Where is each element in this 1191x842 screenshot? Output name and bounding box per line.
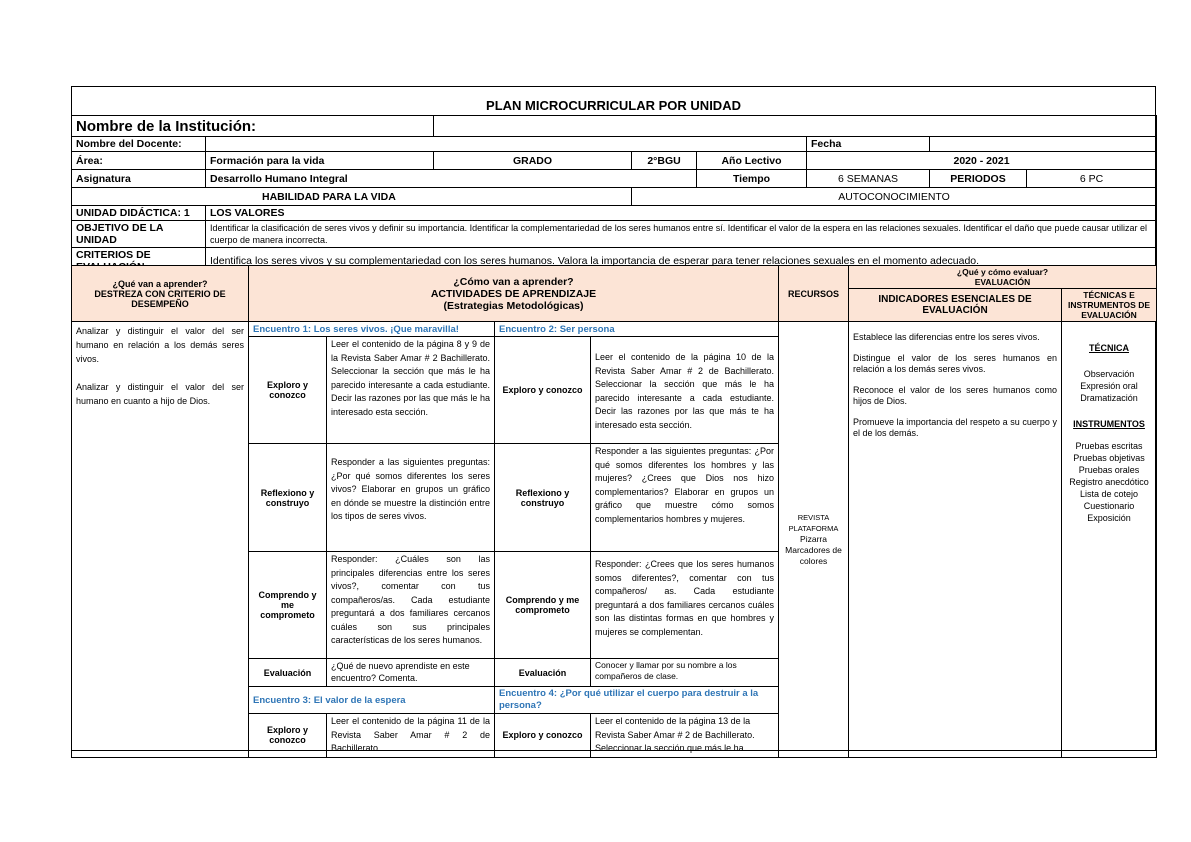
phase-reflexiono: Reflexiono y construyo: [249, 444, 327, 552]
habilidad-value: AUTOCONOCIMIENTO: [632, 188, 1157, 206]
unidad-label: UNIDAD DIDÁCTICA: 1: [72, 206, 206, 221]
docente-label: Nombre del Docente:: [72, 137, 206, 152]
actividades-header: ¿Cómo van a aprender? ACTIVIDADES DE APRENDIZAJE (Estrategias Metodológicas): [249, 266, 779, 322]
fecha-field[interactable]: [930, 137, 1157, 152]
phase-explora: Exploro y conozco: [249, 337, 327, 444]
phase-comprendo: Comprendo y me comprometo: [495, 552, 591, 659]
habilidad-label: HABILIDAD PARA LA VIDA: [72, 188, 632, 206]
document-title: PLAN MICROCURRICULAR POR UNIDAD: [486, 98, 741, 113]
criterios-label: CRITERIOS DE EVALUACIÓN: [72, 248, 206, 275]
destreza-cell: Analizar y distinguir el valor del ser humano en relación a los demás seres vivos. Analizar y distinguir el valor del ser humano en cuanto a hijo de Dios.: [72, 322, 249, 758]
instrumento-item: Exposición: [1087, 513, 1131, 523]
encuentro-1-title: Encuentro 1: Los seres vivos. ¡Que maravilla!: [249, 322, 495, 337]
unidad-value: LOS VALORES: [206, 206, 1157, 221]
phase-explora: Exploro y conozco: [495, 714, 591, 758]
e2-evaluacion: Conocer y llamar por su nombre a los compañeros de clase.: [591, 659, 779, 687]
destreza-header: ¿Qué van a aprender? DESTREZA CON CRITERIO DE DESEMPEÑO: [72, 266, 249, 322]
instrumento-item: Lista de cotejo: [1079, 489, 1139, 499]
instrumento-item: Pruebas escritas: [1075, 441, 1143, 451]
e2-reflexiono: Responder a las siguientes preguntas: ¿Por qué somos diferentes los hombres y las mujeres? ¿Crees que Dios nos hizo complementarios? Elaborar en grupos un gráfico que muestre cómo somos complementarios hombres y mujeres.: [591, 444, 779, 552]
header-table: [71, 115, 1157, 275]
periodos-label: PERIODOS: [930, 170, 1027, 188]
tecnica-item: Dramatización: [1080, 393, 1138, 403]
anio-value: 2020 - 2021: [807, 152, 1157, 170]
institucion-label: Nombre de la Institución:: [72, 116, 434, 137]
tiempo-value: 6 SEMANAS: [807, 170, 930, 188]
encuentro-2-title: Encuentro 2: Ser persona: [495, 322, 779, 337]
indicadores-header: INDICADORES ESENCIALES DE EVALUACIÓN: [849, 289, 1062, 322]
instrumentos-title: INSTRUMENTOS: [1073, 419, 1145, 429]
e2-comprendo: Responder: ¿Crees que los seres humanos somos diferentes?, comentar con tus compañeros/ as. Cada estudiante preguntará a dos familiares cercanos cuáles son las distintas formas en que hombres y mujeres se complementan.: [591, 552, 779, 659]
tecnicas-cell: [1062, 322, 1157, 758]
evaluacion-header: ¿Qué y cómo evaluar? EVALUACIÓN: [849, 266, 1157, 289]
institucion-field[interactable]: [434, 116, 1157, 137]
e3-explora: Leer el contenido de la página 11 de la Revista Saber Amar # 2 de Bachillerato.: [327, 714, 495, 758]
docente-field[interactable]: [206, 137, 807, 152]
recursos-cell: REVISTA PLATAFORMA Pizarra Marcadores de colores: [779, 322, 849, 758]
periodos-value: 6 PC: [1027, 170, 1157, 188]
asignatura-label: Asignatura: [72, 170, 206, 188]
encuentro-4-title: Encuentro 4: ¿Por qué utilizar el cuerpo para destruir a la persona?: [495, 687, 779, 714]
instrumento-item: Registro anecdótico: [1069, 477, 1149, 487]
instrumento-item: Pruebas orales: [1078, 465, 1140, 475]
tiempo-label: Tiempo: [697, 170, 807, 188]
tecnicas-header: TÉCNICAS E INSTRUMENTOS DE EVALUACIÓN: [1062, 289, 1157, 322]
instrumento-item: Pruebas objetivas: [1073, 453, 1145, 463]
phase-comprendo: Comprendo y me comprometo: [249, 552, 327, 659]
tecnica-item: Observación: [1083, 369, 1135, 379]
objetivo-label: OBJETIVO DE LA UNIDAD: [72, 221, 206, 248]
plan-table: [71, 265, 1157, 758]
phase-reflexiono: Reflexiono y construyo: [495, 444, 591, 552]
e1-comprendo: Responder: ¿Cuáles son las principales diferencias entre los seres vivos?, comentar con tus compañeros/as. Cada estudiante preguntará a dos familiares cercanos cuáles son sus principales características de los seres humanos.: [327, 552, 495, 659]
tecnica-item: Expresión oral: [1080, 381, 1138, 391]
grado-value: 2°BGU: [632, 152, 697, 170]
e2-explora: Leer el contenido de la página 10 de la Revista Saber Amar # 2 de Bachillerato. Seleccionar la sección que más le ha parecido interesante a cada estudiante. Decir las razones por las que más te ha interesado esta sección.: [591, 337, 779, 444]
e4-explora: Leer el contenido de la página 13 de la Revista Saber Amar # 2 de Bachillerato. Seleccionar la sección que más le ha: [591, 714, 779, 758]
phase-evaluacion: Evaluación: [495, 659, 591, 687]
e1-reflexiono: Responder a las siguientes preguntas: ¿Por qué somos diferentes los seres vivos? Elaborar en grupos un gráfico en dónde se muestre la distinción entre los tipos de seres vivos.: [327, 444, 495, 552]
instrumento-item: Cuestionario: [1083, 501, 1135, 511]
fecha-label: Fecha: [807, 137, 930, 152]
recursos-header: RECURSOS: [779, 266, 849, 322]
asignatura-value: Desarrollo Humano Integral: [206, 170, 697, 188]
anio-label: Año Lectivo: [697, 152, 807, 170]
indicadores-cell: Establece las diferencias entre los seres vivos. Distingue el valor de los seres humanos en relación a los demás seres vivos. Reconoce el valor de los seres humanos como hijos de Dios. Promueve la importancia del respeto a su cuerpo y el de los demás.: [849, 322, 1062, 758]
phase-explora: Exploro y conozco: [495, 337, 591, 444]
encuentro-3-title: Encuentro 3: El valor de la espera: [249, 687, 495, 714]
document-page: [71, 86, 1156, 751]
criterios-value: Identifica los seres vivos y su complementariedad con los seres humanos. Valora la importancia de esperar para tener relaciones sexuales en el momento adecuado.: [206, 248, 1157, 275]
objetivo-value: Identificar la clasificación de seres vivos y definir su importancia. Identificar la complementariedad de los seres humanos entre sí. Identificar el valor de la espera en las relaciones sexuales. Identificar el daño que puede causar utilizar el cuerpo de manera incorrecta.: [206, 221, 1157, 248]
phase-evaluacion: Evaluación: [249, 659, 327, 687]
e1-evaluacion: ¿Qué de nuevo aprendiste en este encuentro? Comenta.: [327, 659, 495, 687]
grado-label: GRADO: [434, 152, 632, 170]
tecnica-title: TÉCNICA: [1089, 343, 1129, 353]
phase-explora: Exploro y conozco: [249, 714, 327, 758]
area-label: Área:: [72, 152, 206, 170]
e1-explora: Leer el contenido de la página 8 y 9 de la Revista Saber Amar # 2 Bachillerato. Seleccionar la sección que más le ha parecido interesante a cada estudiante. Decir las razones por las que más le ha interesado esta sección.: [327, 337, 495, 444]
area-value: Formación para la vida: [206, 152, 434, 170]
